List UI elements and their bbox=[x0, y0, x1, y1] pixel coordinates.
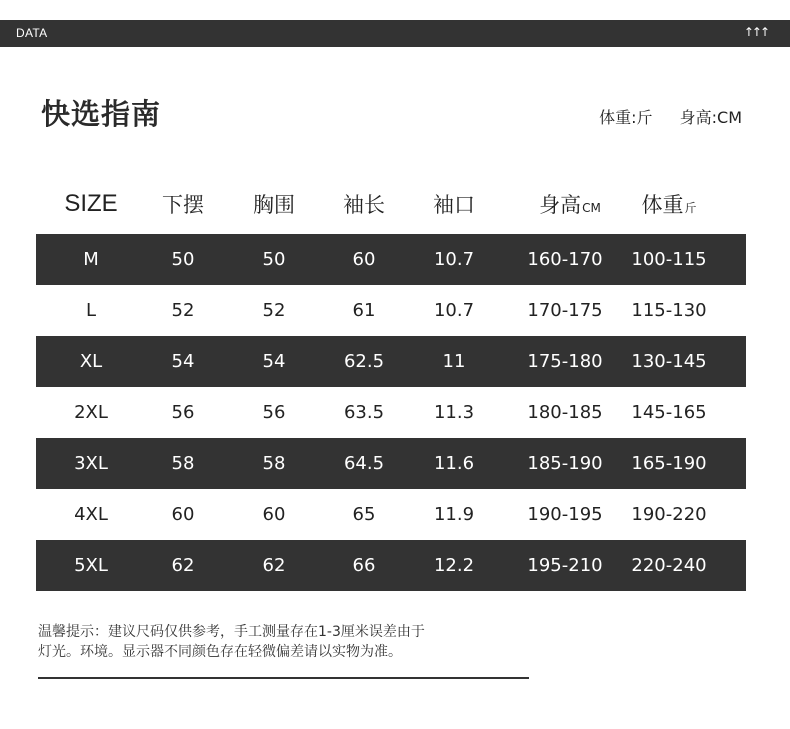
table-header-row bbox=[36, 173, 746, 234]
cell-hem: 56 bbox=[171, 402, 195, 423]
cell-cuff: 11 bbox=[442, 351, 466, 372]
cell-height: 180-185 bbox=[527, 402, 603, 423]
cell-size: M bbox=[83, 249, 99, 270]
table-row bbox=[36, 438, 746, 489]
height-unit-label: 身高:CM bbox=[679, 108, 742, 127]
cell-cuff: 11.3 bbox=[433, 402, 475, 423]
table-row bbox=[36, 234, 746, 285]
cell-size: 4XL bbox=[74, 504, 108, 525]
cell-cuff: 10.7 bbox=[433, 300, 475, 321]
header-weight-unit: 斤 bbox=[684, 201, 697, 215]
cell-hem: 58 bbox=[171, 453, 195, 474]
cell-weight: 145-165 bbox=[631, 402, 707, 423]
cell-size: 2XL bbox=[74, 402, 108, 423]
cell-size: L bbox=[85, 300, 97, 321]
header-weight: 体重 斤 bbox=[641, 192, 697, 217]
cell-cuff: 12.2 bbox=[433, 555, 475, 576]
cell-height: 175-180 bbox=[527, 351, 603, 372]
size-table bbox=[36, 173, 746, 591]
note-line-1: 温馨提示：建议尺码仅供参考，手工测量存在1-3厘米误差由于 bbox=[38, 624, 425, 640]
measurement-note bbox=[38, 622, 538, 662]
header-chest: 胸围 bbox=[253, 192, 295, 217]
cell-chest: 60 bbox=[262, 504, 286, 525]
banner-label: DATA bbox=[16, 26, 48, 40]
cell-height: 160-170 bbox=[527, 249, 603, 270]
cell-hem: 62 bbox=[171, 555, 195, 576]
cell-height: 185-190 bbox=[527, 453, 603, 474]
cell-weight: 100-115 bbox=[631, 249, 707, 270]
cell-weight: 130-145 bbox=[631, 351, 707, 372]
header-size: SIZE bbox=[64, 189, 118, 217]
cell-hem: 50 bbox=[171, 249, 195, 270]
note-line-2: 灯光。环境。显示器不同颜色存在轻微偏差请以实物为准。 bbox=[38, 644, 402, 660]
cell-chest: 52 bbox=[262, 300, 286, 321]
cell-hem: 60 bbox=[171, 504, 195, 525]
cell-cuff: 11.9 bbox=[433, 504, 475, 525]
top-banner bbox=[0, 20, 790, 47]
cell-chest: 58 bbox=[262, 453, 286, 474]
table-row bbox=[36, 540, 746, 591]
cell-height: 195-210 bbox=[527, 555, 603, 576]
cell-chest: 54 bbox=[262, 351, 286, 372]
cell-chest: 56 bbox=[262, 402, 286, 423]
cell-sleeve-length: 65 bbox=[352, 504, 376, 525]
cell-sleeve-length: 61 bbox=[352, 300, 376, 321]
table-row bbox=[36, 387, 746, 438]
table-row bbox=[36, 285, 746, 336]
header-cuff: 袖口 bbox=[433, 192, 475, 217]
cell-sleeve-length: 60 bbox=[352, 249, 376, 270]
cell-chest: 62 bbox=[262, 555, 286, 576]
cell-weight: 220-240 bbox=[631, 555, 707, 576]
cell-sleeve-length: 63.5 bbox=[343, 402, 385, 423]
table-row bbox=[36, 336, 746, 387]
page-title: 快选指南 bbox=[41, 97, 162, 131]
cell-size: 3XL bbox=[74, 453, 108, 474]
header-height-unit: CM bbox=[582, 200, 601, 215]
cell-height: 170-175 bbox=[527, 300, 603, 321]
unit-legend bbox=[577, 105, 742, 128]
up-arrows-icon: ↑↑↑ bbox=[743, 25, 768, 39]
weight-unit-label: 体重:斤 bbox=[599, 108, 653, 127]
cell-sleeve-length: 66 bbox=[352, 555, 376, 576]
header-sleeve-length: 袖长 bbox=[343, 192, 385, 217]
cell-weight: 165-190 bbox=[631, 453, 707, 474]
header-height: 身高 CM bbox=[539, 192, 601, 217]
cell-hem: 54 bbox=[171, 351, 195, 372]
cell-chest: 50 bbox=[262, 249, 286, 270]
cell-cuff: 10.7 bbox=[433, 249, 475, 270]
cell-hem: 52 bbox=[171, 300, 195, 321]
table-row bbox=[36, 489, 746, 540]
header-hem: 下摆 bbox=[162, 192, 204, 217]
cell-sleeve-length: 64.5 bbox=[343, 453, 385, 474]
cell-sleeve-length: 62.5 bbox=[343, 351, 385, 372]
cell-weight: 190-220 bbox=[631, 504, 707, 525]
bottom-divider bbox=[38, 677, 529, 679]
cell-weight: 115-130 bbox=[631, 300, 707, 321]
cell-cuff: 11.6 bbox=[433, 453, 475, 474]
cell-height: 190-195 bbox=[527, 504, 603, 525]
cell-size: XL bbox=[79, 351, 103, 372]
cell-size: 5XL bbox=[74, 555, 108, 576]
